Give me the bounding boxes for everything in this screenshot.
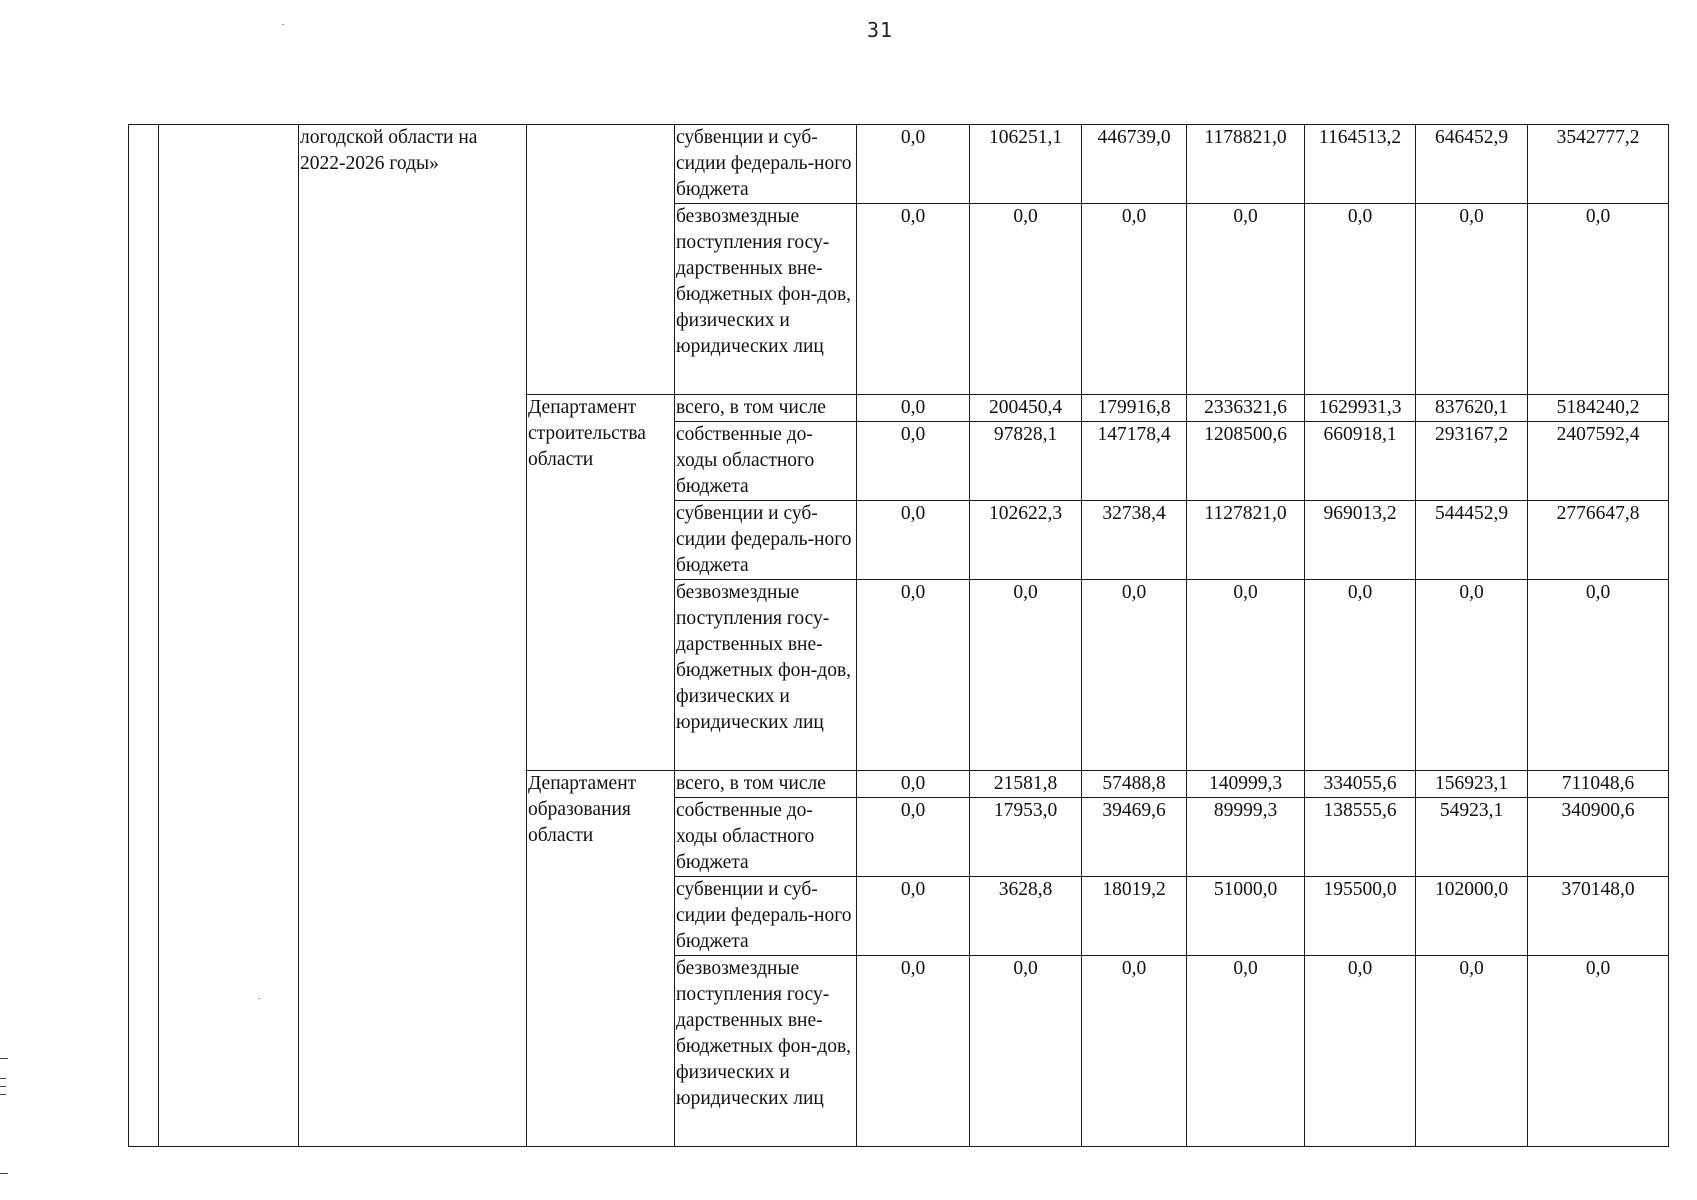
value-cell: 0,0	[1082, 204, 1187, 395]
value-cell: 0,0	[857, 798, 970, 877]
empty-cell	[159, 125, 299, 1147]
value-cell: 102622,3	[970, 501, 1082, 580]
value-cell: 0,0	[1082, 956, 1187, 1147]
value-cell: 89999,3	[1187, 798, 1305, 877]
table-row	[129, 125, 1669, 204]
value-cell: 97828,1	[970, 422, 1082, 501]
value-cell: 660918,1	[1305, 422, 1416, 501]
value-cell: 0,0	[857, 771, 970, 798]
value-cell: 0,0	[1416, 204, 1528, 395]
number-cell	[129, 125, 159, 1147]
value-cell: 32738,4	[1082, 501, 1187, 580]
value-cell: 17953,0	[970, 798, 1082, 877]
value-cell: 3542777,2	[1528, 125, 1669, 204]
value-cell: 0,0	[1187, 580, 1305, 771]
value-cell: 0,0	[970, 204, 1082, 395]
source-cell: безвозмездные поступления госу-дарственных вне-бюджетных фон-дов, физических и юридических лиц	[675, 204, 857, 395]
value-cell: 18019,2	[1082, 877, 1187, 956]
value-cell: 0,0	[1416, 956, 1528, 1147]
value-cell: 0,0	[1528, 580, 1669, 771]
value-cell: 140999,3	[1187, 771, 1305, 798]
value-cell: 57488,8	[1082, 771, 1187, 798]
value-cell: 0,0	[1528, 204, 1669, 395]
value-cell: 200450,4	[970, 395, 1082, 422]
value-cell: 340900,6	[1528, 798, 1669, 877]
value-cell: 0,0	[1528, 956, 1669, 1147]
value-cell: 0,0	[970, 580, 1082, 771]
value-cell: 0,0	[857, 956, 970, 1147]
source-cell: безвозмездные поступления госу-дарственных вне-бюджетных фон-дов, физических и юридических лиц	[675, 580, 857, 771]
source-cell: субвенции и суб-сидии федераль-ного бюджета	[675, 125, 857, 204]
source-cell: собственные до-ходы областного бюджета	[675, 422, 857, 501]
value-cell: 147178,4	[1082, 422, 1187, 501]
value-cell: 0,0	[857, 395, 970, 422]
source-cell: собственные до-ходы областного бюджета	[675, 798, 857, 877]
source-cell: субвенции и суб-сидии федераль-ного бюджета	[675, 501, 857, 580]
value-cell: 102000,0	[1416, 877, 1528, 956]
value-cell: 0,0	[1305, 204, 1416, 395]
value-cell: 0,0	[1187, 956, 1305, 1147]
department-cell: Департамент образования области	[527, 771, 675, 1147]
value-cell: 156923,1	[1416, 771, 1528, 798]
value-cell: 1178821,0	[1187, 125, 1305, 204]
source-cell: субвенции и суб-сидии федераль-ного бюджета	[675, 877, 857, 956]
value-cell: 51000,0	[1187, 877, 1305, 956]
value-cell: 1164513,2	[1305, 125, 1416, 204]
value-cell: 646452,9	[1416, 125, 1528, 204]
value-cell: 0,0	[857, 204, 970, 395]
scan-speck	[258, 998, 260, 999]
value-cell: 5184240,2	[1528, 395, 1669, 422]
value-cell: 446739,0	[1082, 125, 1187, 204]
value-cell: 2336321,6	[1187, 395, 1305, 422]
value-cell: 39469,6	[1082, 798, 1187, 877]
value-cell: 0,0	[857, 877, 970, 956]
value-cell: 334055,6	[1305, 771, 1416, 798]
department-cell	[527, 125, 675, 395]
value-cell: 0,0	[857, 580, 970, 771]
value-cell: 0,0	[1305, 956, 1416, 1147]
value-cell: 1127821,0	[1187, 501, 1305, 580]
value-cell: 0,0	[1082, 580, 1187, 771]
value-cell: 0,0	[1416, 580, 1528, 771]
value-cell: 837620,1	[1416, 395, 1528, 422]
value-cell: 0,0	[1305, 580, 1416, 771]
value-cell: 179916,8	[1082, 395, 1187, 422]
value-cell: 2776647,8	[1528, 501, 1669, 580]
value-cell: 2407592,4	[1528, 422, 1669, 501]
value-cell: 711048,6	[1528, 771, 1669, 798]
value-cell: 138555,6	[1305, 798, 1416, 877]
page-number: 31	[866, 18, 894, 42]
source-cell: всего, в том числе	[675, 771, 857, 798]
program-title-cell: логодской области на 2022-2026 годы»	[299, 125, 527, 1147]
value-cell: 1629931,3	[1305, 395, 1416, 422]
source-cell: всего, в том числе	[675, 395, 857, 422]
table-body	[129, 125, 1669, 1147]
value-cell: 0,0	[1187, 204, 1305, 395]
scan-speck	[282, 24, 284, 25]
value-cell: 370148,0	[1528, 877, 1669, 956]
scan-margin-marks	[0, 1058, 10, 1178]
department-cell: Департамент строительства области	[527, 395, 675, 771]
value-cell: 195500,0	[1305, 877, 1416, 956]
value-cell: 0,0	[970, 956, 1082, 1147]
budget-table	[128, 124, 1669, 1147]
value-cell: 54923,1	[1416, 798, 1528, 877]
source-cell: безвозмездные поступления госу-дарственных вне-бюджетных фон-дов, физических и юридических лиц	[675, 956, 857, 1147]
value-cell: 106251,1	[970, 125, 1082, 204]
value-cell: 293167,2	[1416, 422, 1528, 501]
value-cell: 0,0	[857, 501, 970, 580]
value-cell: 969013,2	[1305, 501, 1416, 580]
value-cell: 21581,8	[970, 771, 1082, 798]
value-cell: 544452,9	[1416, 501, 1528, 580]
value-cell: 0,0	[857, 422, 970, 501]
value-cell: 1208500,6	[1187, 422, 1305, 501]
value-cell: 3628,8	[970, 877, 1082, 956]
value-cell: 0,0	[857, 125, 970, 204]
